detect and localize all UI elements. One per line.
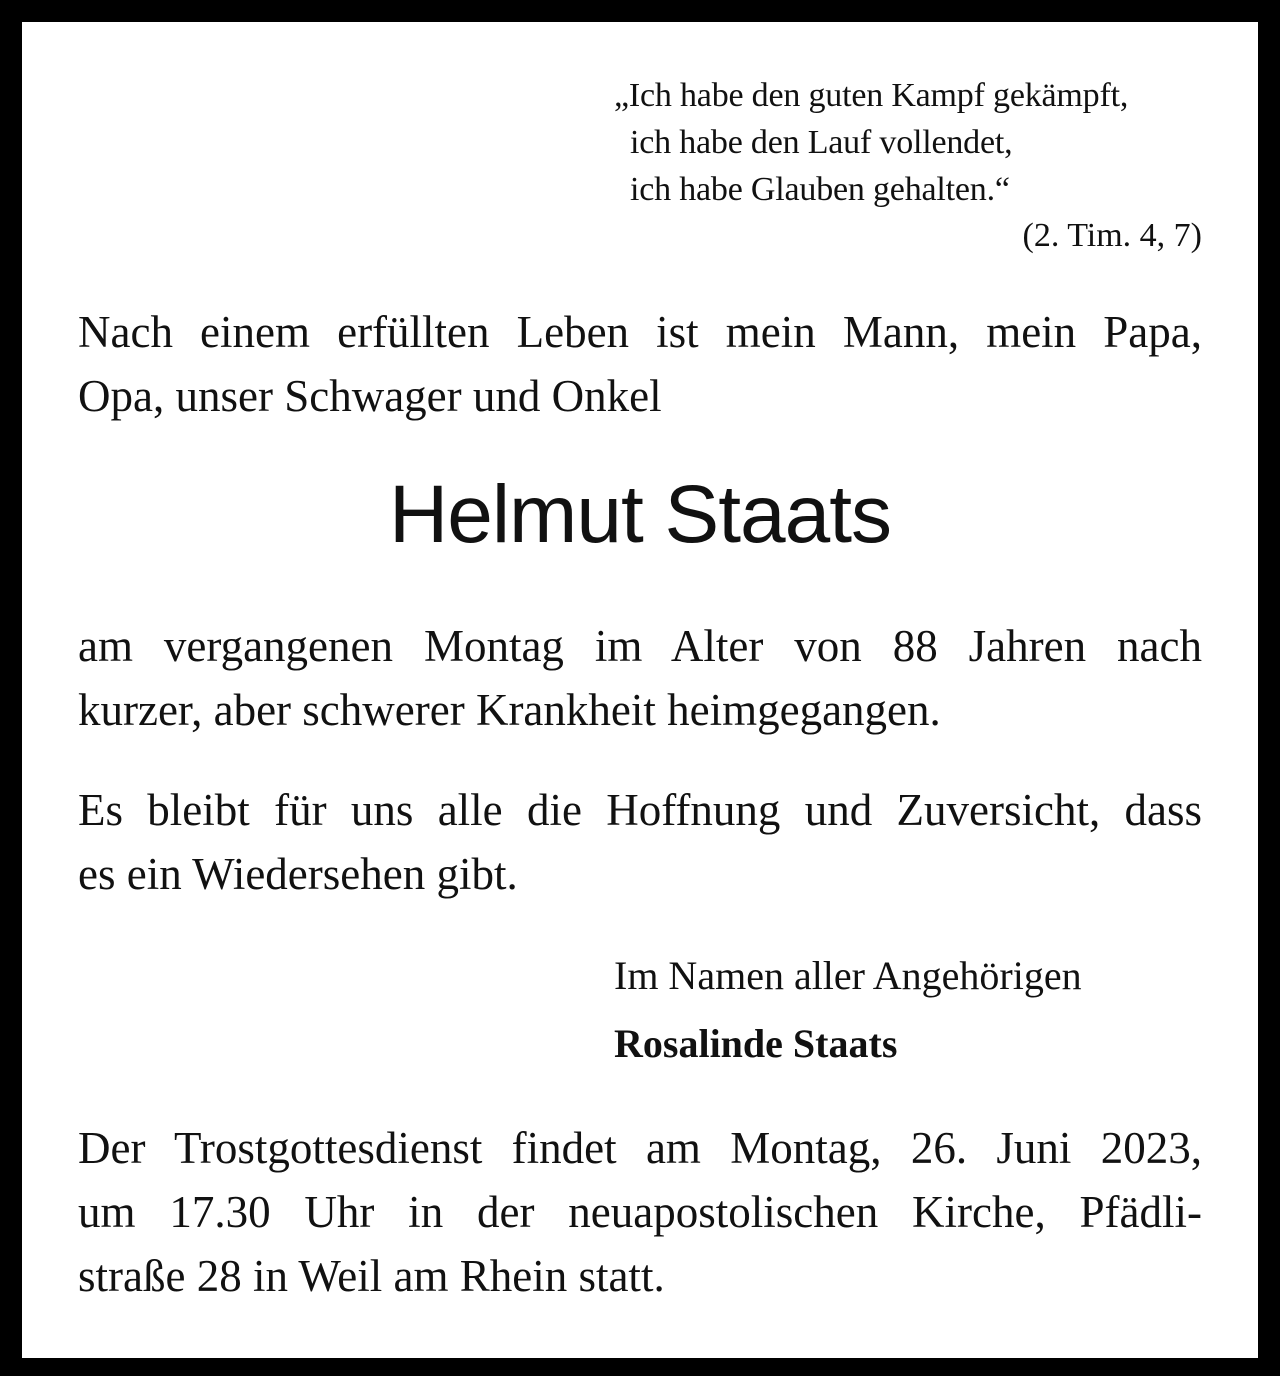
verse-line: ich habe den Lauf vollendet, <box>630 124 1013 161</box>
announcement-line: am vergangenen Montag im Alter von 88 Jahren nach <box>78 621 1202 671</box>
signature-line: Im Namen aller Angehörigen <box>614 953 1082 998</box>
bible-verse <box>614 72 1214 213</box>
hope-paragraph <box>78 778 1202 906</box>
verse-line: ich habe Glauben gehalten.“ <box>630 171 1010 208</box>
hope-line: es ein Wiedersehen gibt. <box>78 849 518 899</box>
verse-reference: (2. Tim. 4, 7) <box>1022 217 1202 254</box>
signature-name-wrap <box>614 1010 897 1078</box>
announcement-line: kurzer, aber schwerer Krankheit heimgegangen. <box>78 685 941 735</box>
intro-paragraph <box>78 300 1202 428</box>
verse-line: „Ich habe den guten Kampf gekämpft, <box>614 77 1129 114</box>
intro-line: Opa, unser Schwager und Onkel <box>78 371 662 421</box>
signature-name: Rosalinde Staats <box>614 1021 898 1066</box>
announcement-paragraph <box>78 614 1202 742</box>
hope-line: Es bleibt für uns alle die Hoffnung und Zuversicht, dass <box>78 785 1202 835</box>
service-line: Der Trostgottesdienst findet am Montag, 26. Juni 2023, <box>78 1123 1202 1173</box>
service-line: straße 28 in Weil am Rhein statt. <box>78 1251 665 1301</box>
deceased-name: Helmut Staats <box>389 469 891 560</box>
service-line: um 17.30 Uhr in der neuapostolischen Kirche, Pfädli- <box>78 1187 1202 1237</box>
service-paragraph <box>78 1116 1202 1308</box>
intro-line: Nach einem erfüllten Leben ist mein Mann, mein Papa, <box>78 307 1202 357</box>
